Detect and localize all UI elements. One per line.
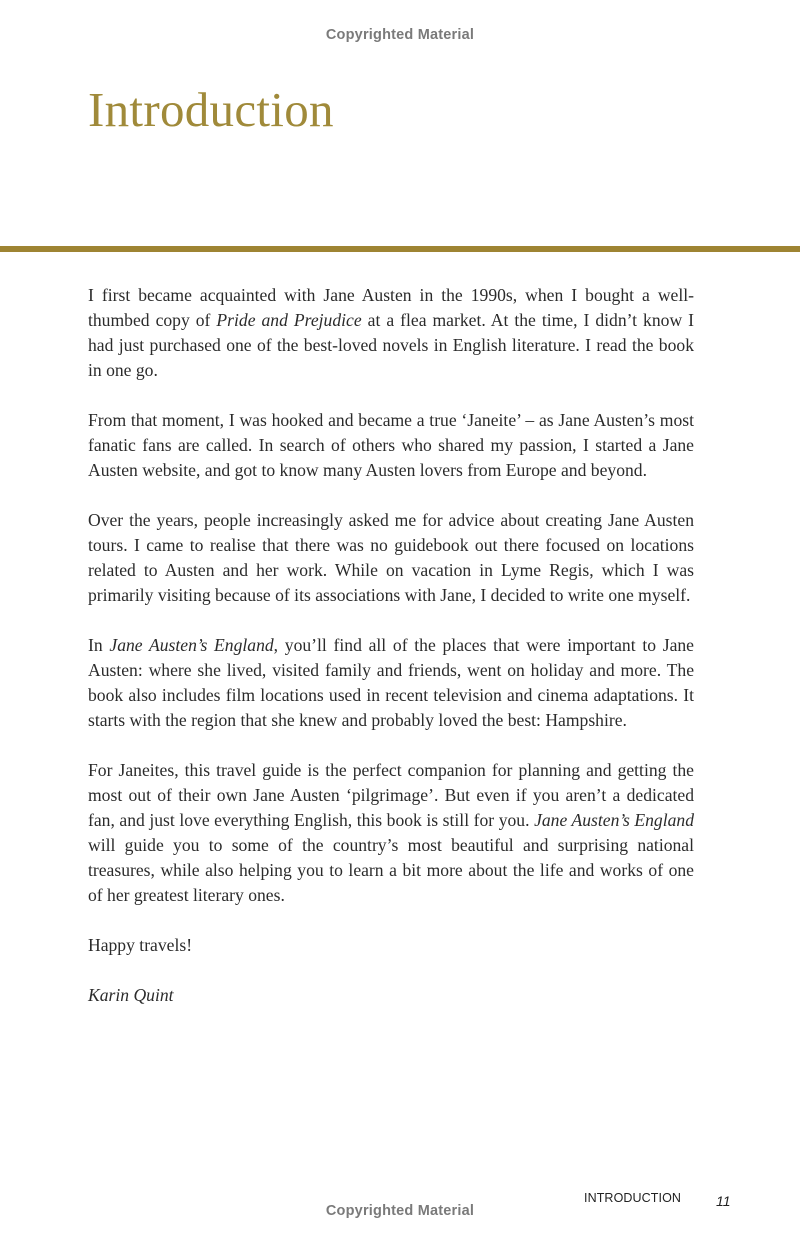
paragraph-1-text-b: at a flea market. At the time, I didn’t know I had just purchased one of the best-loved novels in English literature. I read the book in one go. <box>88 310 695 380</box>
author-signature: Karin Quint <box>88 985 174 1005</box>
paragraph-4 <box>88 633 694 733</box>
paragraph-2: From that moment, I was hooked and became a true ‘Janeite’ – as Jane Austen’s most fanatic fans are called. In search of others who shared my passion, I started a Jane Austen website, and got to know many Austen lovers from Europe and beyond. <box>88 410 694 480</box>
paragraph-1 <box>88 283 694 383</box>
paragraph-3: Over the years, people increasingly asked me for advice about creating Jane Austen tours. I came to realise that there was no guidebook out there focused on locations related to Austen and her work. While on vacation in Lyme Regis, which I was primarily visiting because of its associations with Jane, I decided to write one myself. <box>88 510 694 605</box>
paragraph-4-text-a: In <box>88 635 110 655</box>
paragraph-5-text-a: For Janeites, this travel guide is the perfect companion for planning and getting the most out of their own Jane Austen ‘pilgrimage’. But even if you aren’t a dedicated fan, and just love everything English, this book is still for you. <box>88 760 694 830</box>
chapter-body <box>88 283 694 1033</box>
copyright-watermark-bottom: Copyrighted Material <box>325 1203 475 1219</box>
paragraph-5-text-b: will guide you to some of the country’s most beautiful and surprising national treasures, while also helping you to learn a bit more about the life and works of one of her greatest literary ones. <box>88 835 694 905</box>
book-title-jane-austens-england: Jane Austen’s England <box>109 635 274 655</box>
paragraph-4-text-b: , you’ll find all of the places that were important to Jane Austen: where she lived, visited family and friends, went on holiday and more. The book also includes film locations used in recent television and cinema adaptations. It starts with the region that she knew and probably loved the best: Hampshire. <box>88 635 694 730</box>
paragraph-5 <box>88 758 694 908</box>
closing-line: Happy travels! <box>88 935 193 955</box>
title-divider-rule <box>0 246 800 252</box>
chapter-title: Introduction <box>88 82 334 137</box>
book-title-jane-austens-england: Jane Austen’s England <box>534 810 695 830</box>
running-footer-section: INTRODUCTION <box>584 1191 682 1205</box>
page-number: 11 <box>716 1193 731 1209</box>
book-title-pride-and-prejudice: Pride and Prejudice <box>216 310 362 330</box>
paragraph-1-text-a: I first became acquainted with Jane Austen in the 1990s, when I bought a well-thumbed copy of <box>88 285 694 330</box>
copyright-watermark-top: Copyrighted Material <box>325 27 475 43</box>
